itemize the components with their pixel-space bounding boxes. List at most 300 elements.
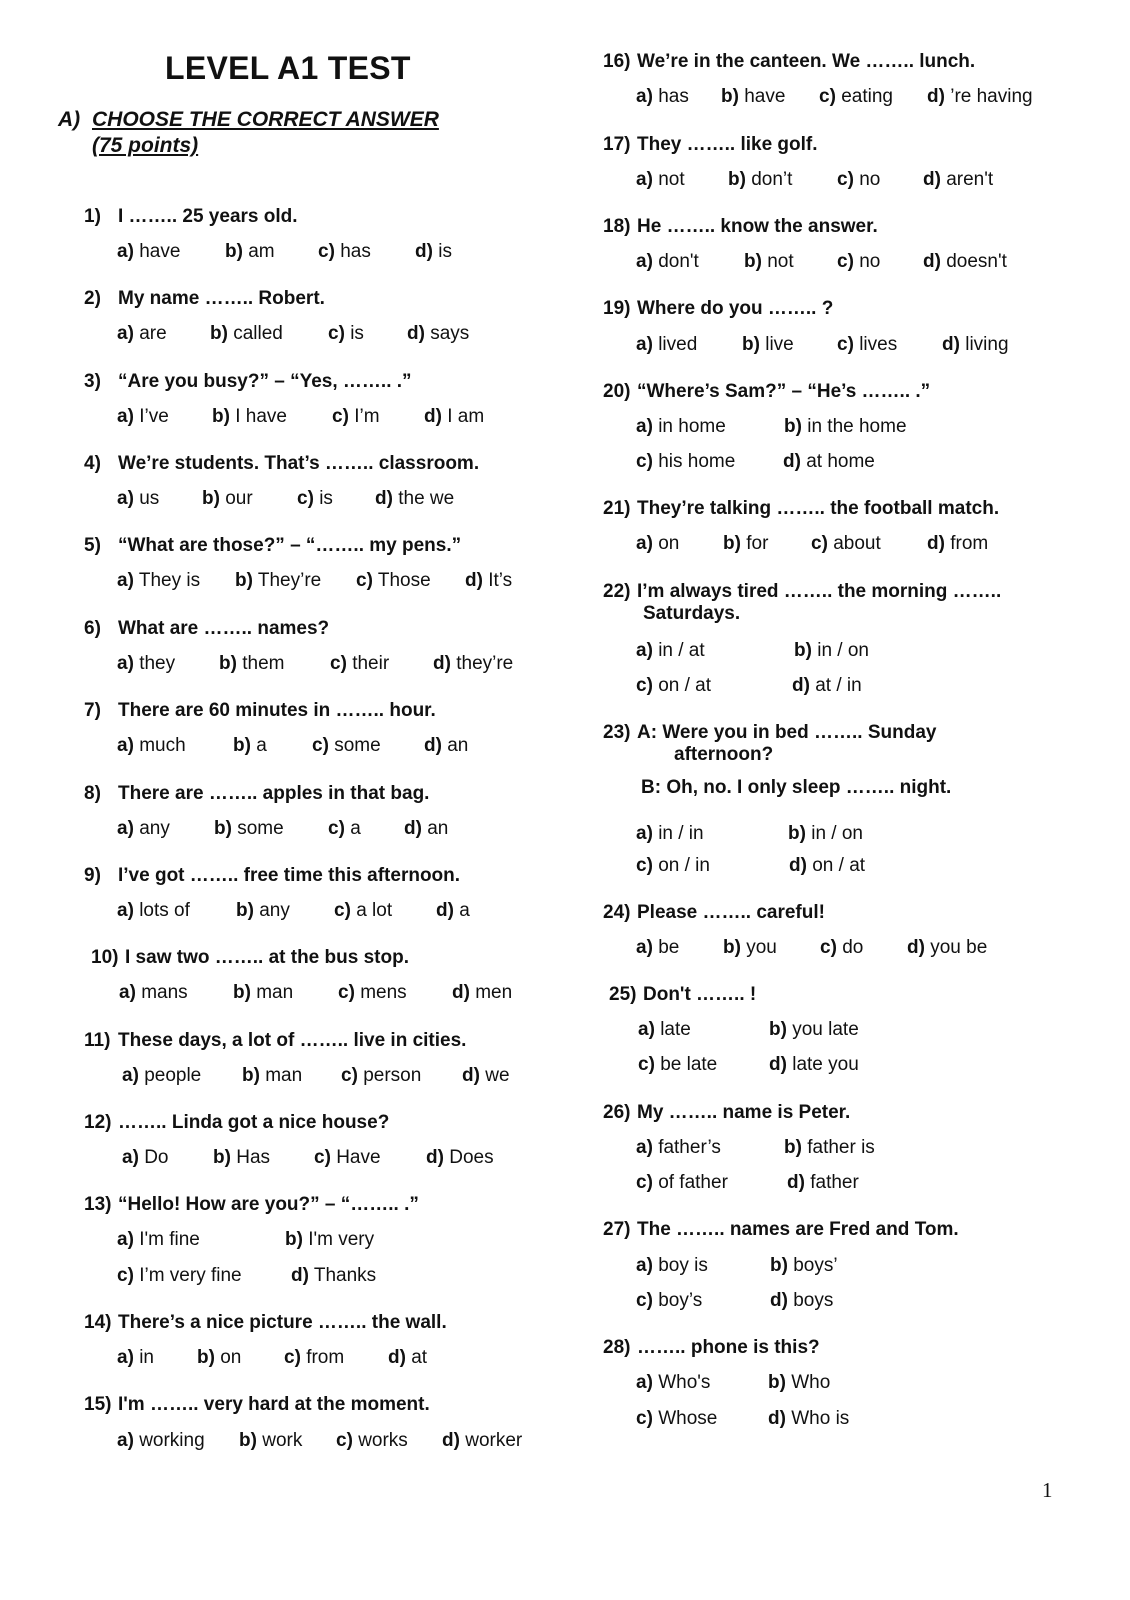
option-text: They’re xyxy=(257,570,322,591)
option-letter: b) xyxy=(225,241,243,262)
answer-option[interactable] xyxy=(770,1290,833,1312)
answer-option[interactable] xyxy=(233,735,267,757)
answer-option[interactable] xyxy=(636,334,697,356)
answer-option[interactable] xyxy=(212,406,287,428)
option-letter: b) xyxy=(744,251,762,272)
question-text: They …….. like golf. xyxy=(637,134,818,155)
answer-option[interactable] xyxy=(636,533,679,555)
question-text: We’re students. That’s …….. classroom. xyxy=(118,453,480,474)
answer-option[interactable] xyxy=(837,251,880,273)
question-number: 1) xyxy=(84,206,101,227)
option-text: father’s xyxy=(658,1137,721,1158)
option-letter: b) xyxy=(769,1019,787,1040)
answer-option[interactable] xyxy=(907,937,987,959)
option-text: about xyxy=(833,533,881,554)
answer-option[interactable] xyxy=(820,937,863,959)
option-text: you late xyxy=(792,1019,859,1040)
option-letter: b) xyxy=(239,1430,257,1451)
answer-option[interactable] xyxy=(769,1054,859,1076)
answer-option[interactable] xyxy=(334,900,392,922)
option-text: It’s xyxy=(488,570,513,591)
question-number: 8) xyxy=(84,783,101,804)
option-text: lots of xyxy=(139,900,190,921)
question-number: 4) xyxy=(84,453,101,474)
option-letter: b) xyxy=(768,1372,786,1393)
question-text: I saw two …….. at the bus stop. xyxy=(125,947,409,968)
answer-option[interactable] xyxy=(285,1229,374,1251)
option-text: lived xyxy=(658,334,698,355)
option-letter: d) xyxy=(415,241,433,262)
question-number: 6) xyxy=(84,618,101,639)
answer-option[interactable] xyxy=(117,1229,200,1251)
answer-option[interactable] xyxy=(636,823,704,845)
section-points: (75 points) xyxy=(92,134,199,157)
option-text: Who is xyxy=(791,1408,850,1429)
question-14 xyxy=(84,1312,447,1334)
option-text: his home xyxy=(658,451,736,472)
question-text: These days, a lot of …….. live in cities. xyxy=(118,1030,467,1051)
option-letter: a) xyxy=(117,1430,134,1451)
question-17 xyxy=(603,134,818,156)
answer-option[interactable] xyxy=(452,982,512,1004)
option-letter: b) xyxy=(235,570,253,591)
answer-option[interactable] xyxy=(214,818,284,840)
option-letter: a) xyxy=(117,1229,134,1250)
answer-option[interactable] xyxy=(117,570,200,592)
answer-option[interactable] xyxy=(312,735,381,757)
answer-option[interactable] xyxy=(636,169,685,191)
option-text: Those xyxy=(377,570,431,591)
option-letter: a) xyxy=(638,1019,655,1040)
answer-option[interactable] xyxy=(742,334,794,356)
option-letter: b) xyxy=(784,416,802,437)
answer-option[interactable] xyxy=(769,1019,859,1041)
answer-option[interactable] xyxy=(375,488,454,510)
option-text: Have xyxy=(336,1147,381,1168)
answer-option[interactable] xyxy=(788,823,863,845)
option-text: a xyxy=(459,900,470,921)
question-number: 25) xyxy=(609,984,637,1005)
answer-option[interactable] xyxy=(638,1054,717,1076)
answer-option[interactable] xyxy=(318,241,371,263)
option-letter: b) xyxy=(285,1229,303,1250)
option-text: our xyxy=(225,488,253,509)
option-letter: d) xyxy=(927,533,945,554)
answer-option[interactable] xyxy=(291,1265,376,1287)
option-text: they’re xyxy=(456,653,514,674)
option-text: man xyxy=(265,1065,303,1086)
answer-option[interactable] xyxy=(117,900,190,922)
option-letter: d) xyxy=(407,323,425,344)
answer-option[interactable] xyxy=(225,241,275,263)
answer-option[interactable] xyxy=(239,1430,302,1452)
answer-option[interactable] xyxy=(768,1408,849,1430)
option-text: no xyxy=(859,251,881,272)
answer-option[interactable] xyxy=(636,855,710,877)
answer-option[interactable] xyxy=(117,1347,154,1369)
option-text: you be xyxy=(930,937,988,958)
option-letter: a) xyxy=(636,823,653,844)
answer-option[interactable] xyxy=(117,1265,242,1287)
option-letter: d) xyxy=(907,937,925,958)
answer-option[interactable] xyxy=(942,334,1009,356)
option-text: don’t xyxy=(751,169,793,190)
answer-option[interactable] xyxy=(235,570,321,592)
option-letter: b) xyxy=(728,169,746,190)
answer-option[interactable] xyxy=(424,406,484,428)
answer-option[interactable] xyxy=(356,570,431,592)
option-text: says xyxy=(430,323,470,344)
option-text: any xyxy=(139,818,170,839)
question-22 xyxy=(603,581,1001,625)
option-text: man xyxy=(256,982,294,1003)
question-text-continued: Saturdays. xyxy=(643,603,741,624)
option-letter: a) xyxy=(636,334,653,355)
option-text: I have xyxy=(235,406,287,427)
question-text: Please …….. careful! xyxy=(637,902,825,923)
option-text: Whose xyxy=(658,1408,718,1429)
question-2 xyxy=(84,288,325,310)
answer-option[interactable] xyxy=(744,251,794,273)
option-text: any xyxy=(259,900,290,921)
answer-option[interactable] xyxy=(811,533,881,555)
option-letter: b) xyxy=(233,982,251,1003)
question-number: 10) xyxy=(91,947,119,968)
answer-option[interactable] xyxy=(117,1430,205,1452)
question-text: The …….. names are Fred and Tom. xyxy=(637,1219,959,1240)
answer-option[interactable] xyxy=(465,570,512,592)
answer-option[interactable] xyxy=(330,653,389,675)
option-letter: c) xyxy=(284,1347,301,1368)
question-text: Where do you …….. ? xyxy=(637,298,834,319)
option-text: on / at xyxy=(658,675,712,696)
option-letter: c) xyxy=(318,241,335,262)
option-letter: b) xyxy=(788,823,806,844)
option-letter: a) xyxy=(122,1147,139,1168)
option-letter: d) xyxy=(792,675,810,696)
option-text: a xyxy=(350,818,361,839)
answer-option[interactable] xyxy=(242,1065,302,1087)
option-letter: d) xyxy=(769,1054,787,1075)
question-number: 3) xyxy=(84,371,101,392)
answer-option[interactable] xyxy=(388,1347,427,1369)
answer-option[interactable] xyxy=(792,675,862,697)
answer-option[interactable] xyxy=(415,241,452,263)
answer-option[interactable] xyxy=(117,818,170,840)
answer-option[interactable] xyxy=(284,1347,344,1369)
answer-option[interactable] xyxy=(837,169,880,191)
option-letter: c) xyxy=(636,451,653,472)
answer-option[interactable] xyxy=(927,86,1033,108)
answer-option[interactable] xyxy=(794,640,869,662)
answer-option[interactable] xyxy=(314,1147,381,1169)
answer-option[interactable] xyxy=(768,1372,830,1394)
question-text: There are 60 minutes in …….. hour. xyxy=(118,700,436,721)
option-letter: c) xyxy=(638,1054,655,1075)
option-letter: b) xyxy=(212,406,230,427)
question-number: 20) xyxy=(603,381,631,402)
option-letter: a) xyxy=(636,86,653,107)
answer-option[interactable] xyxy=(424,735,468,757)
answer-option[interactable] xyxy=(297,488,333,510)
answer-option[interactable] xyxy=(117,735,186,757)
option-text: mans xyxy=(141,982,188,1003)
option-text: Thanks xyxy=(313,1265,377,1286)
option-text: are xyxy=(139,323,167,344)
option-text: boys xyxy=(793,1290,834,1311)
answer-option[interactable] xyxy=(404,818,448,840)
answer-option[interactable] xyxy=(197,1347,241,1369)
question-7 xyxy=(84,700,436,722)
answer-option[interactable] xyxy=(636,937,679,959)
option-letter: a) xyxy=(117,1347,134,1368)
answer-option[interactable] xyxy=(210,323,283,345)
answer-option[interactable] xyxy=(117,653,175,675)
answer-option[interactable] xyxy=(117,488,159,510)
page-number: 1 xyxy=(1042,1478,1053,1502)
option-letter: c) xyxy=(341,1065,358,1086)
answer-option[interactable] xyxy=(636,416,726,438)
answer-option[interactable] xyxy=(426,1147,494,1169)
option-letter: a) xyxy=(122,1065,139,1086)
answer-option[interactable] xyxy=(117,323,167,345)
option-text: in / on xyxy=(817,640,869,661)
answer-option[interactable] xyxy=(923,251,1007,273)
question-number: 17) xyxy=(603,134,631,155)
option-text: from xyxy=(306,1347,345,1368)
answer-option[interactable] xyxy=(328,323,364,345)
question-15 xyxy=(84,1394,430,1416)
option-letter: d) xyxy=(787,1172,805,1193)
answer-option[interactable] xyxy=(462,1065,510,1087)
answer-option[interactable] xyxy=(837,334,897,356)
option-text: Who's xyxy=(658,1372,711,1393)
question-4 xyxy=(84,453,479,475)
option-letter: a) xyxy=(119,982,136,1003)
option-letter: d) xyxy=(770,1290,788,1311)
question-26 xyxy=(603,1102,850,1124)
answer-option[interactable] xyxy=(332,406,380,428)
question-number: 2) xyxy=(84,288,101,309)
question-number: 27) xyxy=(603,1219,631,1240)
option-letter: b) xyxy=(219,653,237,674)
option-text: in / on xyxy=(811,823,863,844)
option-letter: a) xyxy=(636,169,653,190)
question-number: 24) xyxy=(603,902,631,923)
option-letter: a) xyxy=(636,251,653,272)
option-letter: c) xyxy=(636,1408,653,1429)
option-letter: a) xyxy=(117,406,134,427)
option-text: called xyxy=(233,323,283,344)
answer-option[interactable] xyxy=(442,1430,522,1452)
section-heading xyxy=(58,108,449,158)
answer-option[interactable] xyxy=(636,1255,708,1277)
option-letter: a) xyxy=(117,241,134,262)
option-text: late you xyxy=(792,1054,859,1075)
option-letter: b) xyxy=(742,334,760,355)
answer-option[interactable] xyxy=(636,640,705,662)
option-text: at / in xyxy=(815,675,862,696)
answer-option[interactable] xyxy=(927,533,988,555)
answer-option[interactable] xyxy=(819,86,893,108)
answer-option[interactable] xyxy=(636,1137,721,1159)
answer-option[interactable] xyxy=(638,1019,691,1041)
option-text: at home xyxy=(806,451,875,472)
option-letter: d) xyxy=(426,1147,444,1168)
question-text: My name …….. Robert. xyxy=(118,288,325,309)
answer-option[interactable] xyxy=(784,1137,875,1159)
option-text: do xyxy=(842,937,864,958)
answer-option[interactable] xyxy=(784,416,907,438)
option-text: worker xyxy=(465,1430,523,1451)
option-text: am xyxy=(248,241,275,262)
option-text: not xyxy=(767,251,794,272)
answer-option[interactable] xyxy=(233,982,293,1004)
question-23 xyxy=(603,722,951,799)
answer-option[interactable] xyxy=(636,451,735,473)
option-text: in xyxy=(139,1347,154,1368)
option-text: father xyxy=(810,1172,859,1193)
option-letter: d) xyxy=(927,86,945,107)
option-text: be late xyxy=(660,1054,718,1075)
question-text: I’ve got …….. free time this afternoon. xyxy=(118,865,461,886)
option-text: boys’ xyxy=(793,1255,838,1276)
answer-option[interactable] xyxy=(636,675,711,697)
question-number: 13) xyxy=(84,1194,112,1215)
question-28 xyxy=(603,1337,820,1359)
option-text: of father xyxy=(658,1172,728,1193)
option-letter: b) xyxy=(794,640,812,661)
answer-option[interactable] xyxy=(433,653,513,675)
option-letter: c) xyxy=(819,86,836,107)
option-letter: c) xyxy=(332,406,349,427)
option-letter: b) xyxy=(214,818,232,839)
answer-option[interactable] xyxy=(770,1255,838,1277)
answer-option[interactable] xyxy=(723,937,777,959)
option-letter: a) xyxy=(636,1255,653,1276)
option-text: them xyxy=(242,653,285,674)
answer-option[interactable] xyxy=(236,900,290,922)
option-letter: d) xyxy=(291,1265,309,1286)
answer-option[interactable] xyxy=(341,1065,421,1087)
question-text: …….. Linda got a nice house? xyxy=(118,1112,390,1133)
answer-option[interactable] xyxy=(213,1147,270,1169)
option-letter: c) xyxy=(312,735,329,756)
option-letter: a) xyxy=(117,323,134,344)
option-letter: c) xyxy=(837,334,854,355)
option-letter: d) xyxy=(462,1065,480,1086)
answer-option[interactable] xyxy=(117,406,169,428)
question-number: 23) xyxy=(603,722,631,743)
question-8 xyxy=(84,783,429,805)
answer-option[interactable] xyxy=(783,451,875,473)
option-text: a lot xyxy=(356,900,393,921)
option-text: in home xyxy=(658,416,726,437)
option-text: not xyxy=(658,169,685,190)
option-text: be xyxy=(658,937,680,958)
answer-option[interactable] xyxy=(728,169,792,191)
option-text: much xyxy=(139,735,186,756)
answer-option[interactable] xyxy=(122,1147,168,1169)
answer-option[interactable] xyxy=(119,982,188,1004)
option-letter: c) xyxy=(330,653,347,674)
answer-option[interactable] xyxy=(721,86,785,108)
answer-option[interactable] xyxy=(636,1408,717,1430)
option-text: boy’s xyxy=(658,1290,703,1311)
option-letter: b) xyxy=(784,1137,802,1158)
answer-option[interactable] xyxy=(338,982,407,1004)
option-letter: b) xyxy=(197,1347,215,1368)
answer-option[interactable] xyxy=(636,1290,702,1312)
answer-option[interactable] xyxy=(117,241,180,263)
option-letter: d) xyxy=(442,1430,460,1451)
answer-option[interactable] xyxy=(436,900,470,922)
answer-option[interactable] xyxy=(219,653,284,675)
option-text: live xyxy=(765,334,794,355)
option-text: don't xyxy=(658,251,699,272)
answer-option[interactable] xyxy=(202,488,253,510)
answer-option[interactable] xyxy=(636,1172,728,1194)
answer-option[interactable] xyxy=(723,533,768,555)
option-text: I'm fine xyxy=(139,1229,200,1250)
question-number: 22) xyxy=(603,581,631,602)
answer-option[interactable] xyxy=(923,169,993,191)
option-text: mens xyxy=(360,982,407,1003)
option-text: no xyxy=(859,169,881,190)
option-text: people xyxy=(144,1065,202,1086)
option-letter: a) xyxy=(117,818,134,839)
option-letter: a) xyxy=(117,653,134,674)
option-text: I’m xyxy=(354,406,380,427)
question-number: 28) xyxy=(603,1337,631,1358)
option-text: Do xyxy=(144,1147,169,1168)
question-number: 12) xyxy=(84,1112,112,1133)
question-text: …….. phone is this? xyxy=(637,1337,820,1358)
option-letter: b) xyxy=(242,1065,260,1086)
option-letter: a) xyxy=(636,640,653,661)
answer-option[interactable] xyxy=(789,855,865,877)
option-text: in / in xyxy=(658,823,704,844)
option-letter: d) xyxy=(375,488,393,509)
answer-option[interactable] xyxy=(636,251,699,273)
option-text: in / at xyxy=(658,640,705,661)
answer-option[interactable] xyxy=(636,1372,710,1394)
answer-option[interactable] xyxy=(328,818,361,840)
option-text: on / at xyxy=(812,855,866,876)
option-text: men xyxy=(475,982,513,1003)
question-number: 14) xyxy=(84,1312,112,1333)
option-letter: c) xyxy=(314,1147,331,1168)
option-text: ’re having xyxy=(950,86,1033,107)
answer-option[interactable] xyxy=(122,1065,201,1087)
answer-option[interactable] xyxy=(636,86,689,108)
question-number: 19) xyxy=(603,298,631,319)
answer-option[interactable] xyxy=(787,1172,859,1194)
option-text: Has xyxy=(236,1147,271,1168)
option-letter: c) xyxy=(336,1430,353,1451)
option-text: have xyxy=(139,241,181,262)
answer-option[interactable] xyxy=(336,1430,408,1452)
option-text: on xyxy=(220,1347,242,1368)
question-text: My …….. name is Peter. xyxy=(637,1102,851,1123)
option-text: I'm very xyxy=(308,1229,375,1250)
answer-option[interactable] xyxy=(407,323,469,345)
option-text: their xyxy=(352,653,390,674)
option-text: in the home xyxy=(807,416,907,437)
option-text: living xyxy=(965,334,1009,355)
option-text: on / in xyxy=(658,855,710,876)
option-text: person xyxy=(363,1065,422,1086)
